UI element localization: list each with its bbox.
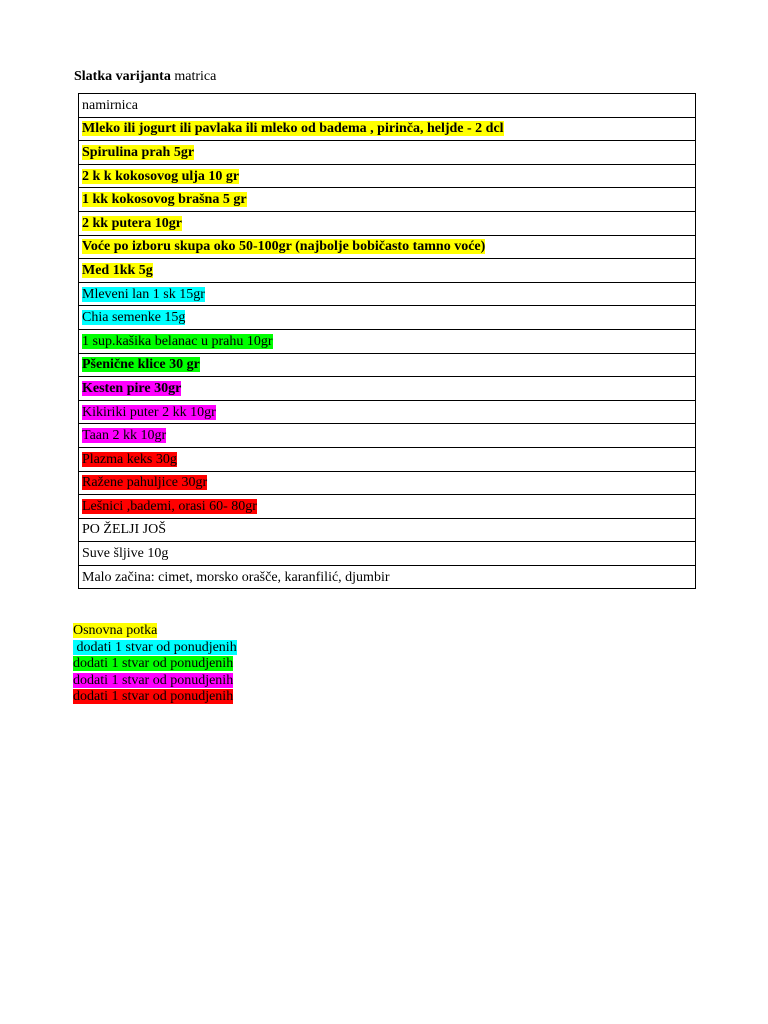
table-cell-text: namirnica (82, 97, 138, 113)
table-row (79, 400, 696, 424)
table-cell-text: Taan 2 kk 10gr (82, 428, 167, 444)
table-row (79, 117, 696, 141)
table-cell-text: Kikiriki puter 2 kk 10gr (82, 404, 216, 420)
legend-line (73, 689, 237, 706)
table-cell-text: Mleveni lan 1 sk 15gr (82, 286, 205, 302)
table-row (79, 447, 696, 471)
table-cell-text: Malo začina: cimet, morsko oraščе, karanfilić, djumbir (82, 569, 390, 585)
table-cell-text: Kesten pire 30gr (82, 380, 182, 396)
legend-line (73, 623, 237, 640)
table-row (79, 495, 696, 519)
table-cell-text: PO ŽELJI JOŠ (82, 522, 167, 538)
table-cell-text: Spirulina prah 5gr (82, 144, 195, 160)
table-cell-text: Mleko ili jogurt ili pavlaka ili mleko od badema , pirinča, heljde - 2 dcl (82, 121, 504, 137)
table-row (79, 188, 696, 212)
table-cell-text: Pšenične klice 30 gr (82, 357, 200, 373)
table-cell-text: Voće po izboru skupa oko 50-100gr (najbolje bobičasto tamno voće) (82, 239, 486, 255)
table-row (79, 306, 696, 330)
table-cell-text: 2 kk putera 10gr (82, 215, 182, 231)
table-row (79, 518, 696, 542)
table-cell-text: Lešnici ,bademi, orasi 60- 80gr (82, 498, 257, 514)
table-cell-text: 1 kk kokosovog brašna 5 gr (82, 192, 247, 208)
document-title (74, 68, 216, 86)
table-cell-text: Suve šljive 10g (82, 546, 169, 562)
table-row (79, 424, 696, 448)
legend-line (73, 656, 237, 673)
table-row (79, 565, 696, 589)
table-row (79, 329, 696, 353)
legend-text: dodati 1 stvar od ponudjenih (73, 656, 234, 671)
table-row (79, 141, 696, 165)
table-row (79, 353, 696, 377)
color-legend (73, 623, 237, 706)
title-bold: Slatka varijanta (74, 69, 171, 84)
table-cell-text: Med 1kk 5g (82, 262, 153, 278)
table-row (79, 235, 696, 259)
legend-text: dodati 1 stvar od ponudjenih (73, 672, 234, 688)
table-row (79, 211, 696, 235)
table-row (79, 259, 696, 283)
table-cell-text: Chia semenke 15g (82, 310, 186, 326)
table-row (79, 377, 696, 401)
table-cell-text: 2 k k kokosovog ulja 10 gr (82, 168, 240, 184)
title-rest: matrica (170, 69, 217, 84)
legend-text: dodati 1 stvar od ponudjenih (73, 689, 234, 704)
ingredient-matrix-table (78, 93, 696, 589)
table-row (79, 542, 696, 566)
table-row (79, 282, 696, 306)
table-row (79, 94, 696, 118)
table-cell-text: 1 sup.kašika belanac u prahu 10gr (82, 333, 273, 349)
legend-line (73, 640, 237, 657)
legend-text: dodati 1 stvar od ponudjenih (73, 639, 237, 655)
table-cell-text: Ražene pahuljice 30gr (82, 475, 208, 491)
table-row (79, 164, 696, 188)
table-cell-text: Plazma keks 30g (82, 451, 177, 467)
legend-line (73, 673, 237, 690)
table-row (79, 471, 696, 495)
legend-text: Osnovna potka (73, 623, 158, 638)
